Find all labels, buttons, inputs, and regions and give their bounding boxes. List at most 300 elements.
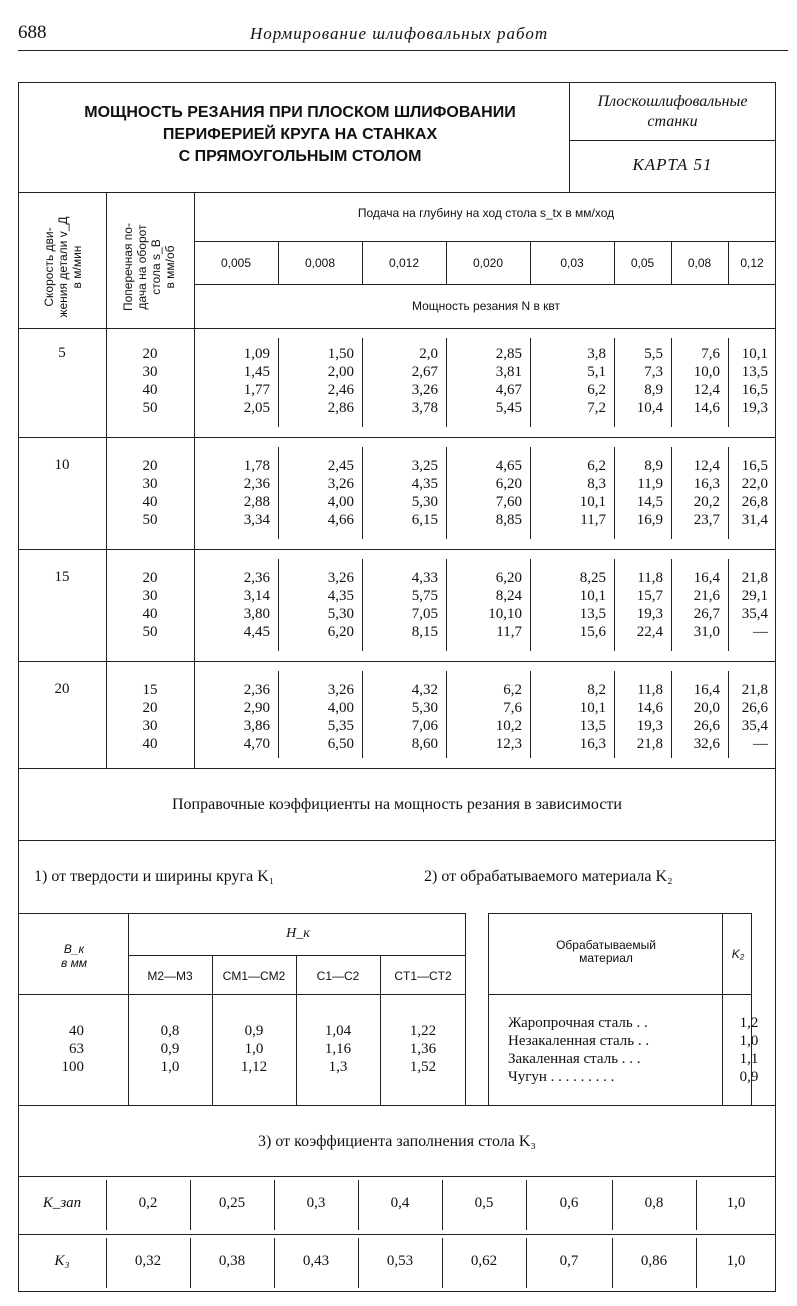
divider (671, 671, 672, 758)
power-value: 16,4 (693, 570, 720, 586)
kzap-value: 0,3 (306, 1195, 326, 1211)
power-column (446, 457, 522, 529)
speed-value: 5 (58, 345, 66, 361)
cross-feed-value: 30 (142, 364, 158, 380)
power-value: 10,0 (693, 364, 720, 380)
machine-line: Плоскошлифовальные (597, 93, 748, 110)
cross-feed-value: 40 (142, 494, 158, 510)
power-column (728, 457, 768, 529)
power-value: 6,2 (587, 382, 606, 398)
speed-header-text: Скорость дви- жения детали v_Д в м/мин (42, 216, 84, 318)
divider (530, 447, 531, 539)
power-value: 6,50 (327, 736, 354, 752)
divider (278, 559, 279, 651)
power-value: 7,06 (411, 718, 438, 734)
power-column (194, 457, 270, 529)
power-value: 20,2 (693, 494, 720, 510)
divider (446, 338, 447, 427)
power-value: 8,9 (644, 458, 663, 474)
divider (278, 671, 279, 758)
power-value: 11,7 (580, 512, 606, 528)
power-value: 3,26 (327, 476, 354, 492)
power-value: 8,3 (587, 476, 606, 492)
divider (728, 338, 729, 427)
cross-feed-column (106, 345, 194, 417)
k3-value: 0,43 (302, 1253, 330, 1269)
power-value: 5,5 (644, 346, 663, 362)
power-value: 2,00 (327, 364, 354, 380)
power-value: 10,2 (495, 718, 522, 734)
kzap-value: 0,2 (138, 1195, 158, 1211)
power-value: 6,2 (587, 458, 606, 474)
divider (128, 913, 129, 1105)
divider (526, 1238, 527, 1288)
power-value: 3,25 (411, 458, 438, 474)
kzap-label: K_зап (42, 1195, 82, 1211)
power-value: 4,45 (243, 624, 270, 640)
power-value: 6,20 (495, 570, 522, 586)
power-value: 26,6 (741, 700, 768, 716)
divider (728, 671, 729, 758)
power-value: 10,4 (636, 400, 663, 416)
divider (614, 447, 615, 539)
hardness-label: M2—M3 (147, 969, 193, 983)
power-column (194, 569, 270, 641)
cross-feed-value: 50 (142, 512, 158, 528)
hardness-label: CT1—CT2 (394, 969, 452, 983)
power-column (530, 457, 606, 529)
power-value: 5,30 (327, 606, 354, 622)
divider (358, 1180, 359, 1230)
depth-feed-header: Подача на глубину на ход стола s_tx в мм/ход (357, 206, 615, 220)
divider (728, 241, 729, 284)
power-value: 3,26 (411, 382, 438, 398)
power-value: 32,6 (693, 736, 720, 752)
k3-value: 0,86 (640, 1253, 668, 1269)
power-value: 3,26 (327, 570, 354, 586)
k1-value: 1,04 (324, 1023, 352, 1039)
power-value: 2,0 (419, 346, 438, 362)
hk-header: H_к (286, 926, 310, 941)
divider (530, 671, 531, 758)
power-value: 4,35 (411, 476, 438, 492)
depth-feed-value: 0,03 (560, 256, 584, 270)
power-column (362, 681, 438, 753)
power-value: 15,7 (636, 588, 663, 604)
power-value: 7,6 (503, 700, 522, 716)
divider (362, 559, 363, 651)
depth-feed-value: 0,012 (388, 256, 420, 270)
power-value: 2,36 (243, 570, 270, 586)
depth-feed-value: 0,12 (740, 256, 764, 270)
title-line: ПЕРИФЕРИЕЙ КРУГА НА СТАНКАХ (162, 126, 438, 143)
power-value: 16,5 (741, 458, 768, 474)
power-column (362, 569, 438, 641)
k2-value: 1,1 (739, 1051, 759, 1067)
divider (274, 1238, 275, 1288)
power-value: 2,36 (243, 476, 270, 492)
power-value: 7,3 (644, 364, 663, 380)
divider (18, 328, 776, 329)
divider (442, 1238, 443, 1288)
divider (696, 1238, 697, 1288)
power-value: 14,6 (636, 700, 663, 716)
cross-feed-header (121, 197, 179, 337)
power-value: 3,80 (243, 606, 270, 622)
power-value: 10,1 (579, 494, 606, 510)
power-value: 19,3 (636, 718, 663, 734)
power-value: 11,7 (496, 624, 522, 640)
power-value: 5,45 (495, 400, 522, 416)
k3-value: 0,62 (470, 1253, 498, 1269)
power-value: 12,4 (693, 458, 720, 474)
divider (190, 1180, 191, 1230)
power-value: 16,3 (693, 476, 720, 492)
page-number: 688 (18, 22, 47, 43)
power-column (278, 345, 354, 417)
divider (612, 1180, 613, 1230)
depth-feed-value: 0,020 (472, 256, 504, 270)
power-value: 10,1 (579, 588, 606, 604)
hardness-label: C1—C2 (316, 969, 360, 983)
k1-value: 1,22 (409, 1023, 437, 1039)
power-value: 5,30 (411, 494, 438, 510)
width-column (18, 1022, 84, 1076)
power-column (671, 681, 720, 753)
k3-value: 0,32 (134, 1253, 162, 1269)
power-value: 16,4 (693, 682, 720, 698)
power-value: 2,86 (327, 400, 354, 416)
power-value: 26,7 (693, 606, 720, 622)
machine-line: станки (647, 113, 698, 130)
cross-feed-value: 40 (142, 382, 158, 398)
divider (446, 447, 447, 539)
cross-feed-value: 40 (142, 606, 158, 622)
k3-value: 0,38 (218, 1253, 246, 1269)
title-line: С ПРЯМОУГОЛЬНЫМ СТОЛОМ (178, 148, 422, 165)
power-value: 8,85 (495, 512, 522, 528)
divider (18, 1176, 776, 1177)
power-value: 1,78 (243, 458, 270, 474)
power-value: 4,00 (327, 494, 354, 510)
power-value: 10,10 (488, 606, 522, 622)
card-title (30, 102, 570, 168)
divider (18, 661, 776, 662)
divider (671, 338, 672, 427)
power-value: 8,24 (495, 588, 522, 604)
divider (106, 1180, 107, 1230)
divider (18, 437, 776, 438)
divider (18, 192, 776, 193)
divider (488, 994, 752, 995)
power-column (614, 457, 663, 529)
power-column (362, 457, 438, 529)
power-value: 12,4 (693, 382, 720, 398)
power-value: 26,6 (693, 718, 720, 734)
power-value: 4,35 (327, 588, 354, 604)
power-value: 3,34 (243, 512, 270, 528)
k1-value: 0,9 (160, 1041, 180, 1057)
power-value: 8,25 (579, 570, 606, 586)
power-value: 11,9 (637, 476, 663, 492)
width-value: 100 (61, 1059, 84, 1075)
power-value: 7,05 (411, 606, 438, 622)
power-value: — (753, 624, 768, 640)
cross-feed-column (106, 569, 194, 641)
cross-feed-column (106, 457, 194, 529)
power-value: 16,5 (741, 382, 768, 398)
power-value: 21,8 (636, 736, 663, 752)
power-value: 21,6 (693, 588, 720, 604)
power-value: 7,2 (587, 400, 606, 416)
power-value: 13,5 (579, 606, 606, 622)
power-value: 4,32 (411, 682, 438, 698)
kzap-value: 0,5 (474, 1195, 494, 1211)
divider (194, 284, 776, 285)
cross-feed-value: 20 (142, 700, 158, 716)
hardness-label: CM1—CM2 (222, 969, 286, 983)
divider (671, 241, 672, 284)
k3-value: 0,7 (559, 1253, 579, 1269)
power-value: 15,6 (579, 624, 606, 640)
cross-feed-value: 20 (142, 346, 158, 362)
power-column (278, 457, 354, 529)
cross-feed-value: 15 (142, 682, 158, 698)
power-value: 2,90 (243, 700, 270, 716)
divider (128, 955, 466, 956)
power-column (530, 569, 606, 641)
power-value: 11,8 (637, 570, 663, 586)
k1-value: 0,9 (244, 1023, 264, 1039)
divider (274, 1180, 275, 1230)
material-name: Жаропрочная сталь . . (508, 1015, 648, 1031)
cross-feed-value: 50 (142, 400, 158, 416)
power-column (614, 569, 663, 641)
depth-feed-value: 0,08 (687, 256, 712, 270)
power-value: — (753, 736, 768, 752)
power-column (446, 569, 522, 641)
divider (614, 241, 615, 284)
power-value: 2,88 (243, 494, 270, 510)
width-value: 63 (69, 1041, 84, 1057)
power-value: 35,4 (741, 718, 768, 734)
power-value: 5,75 (411, 588, 438, 604)
power-value: 3,86 (243, 718, 270, 734)
power-column (728, 569, 768, 641)
power-value: 20,0 (693, 700, 720, 716)
divider (362, 338, 363, 427)
power-value: 4,65 (495, 458, 522, 474)
width-value: 40 (69, 1023, 84, 1039)
divider (530, 338, 531, 427)
power-value: 2,05 (243, 400, 270, 416)
power-value: 10,1 (741, 346, 768, 362)
power-value: 19,3 (741, 400, 768, 416)
power-value: 26,8 (741, 494, 768, 510)
power-value: 22,0 (741, 476, 768, 492)
power-column (671, 457, 720, 529)
divider (671, 559, 672, 651)
power-value: 4,33 (411, 570, 438, 586)
power-value: 6,2 (503, 682, 522, 698)
divider (18, 994, 466, 995)
kzap-value: 0,4 (390, 1195, 410, 1211)
k1-column (212, 1022, 296, 1076)
divider (106, 1238, 107, 1288)
k3-value: 1,0 (726, 1253, 746, 1269)
material-name: Закаленная сталь . . . (508, 1051, 641, 1067)
speed-header (42, 203, 86, 331)
divider (446, 671, 447, 758)
power-header: Мощность резания N в квт (411, 299, 561, 313)
divider (362, 241, 363, 284)
k3-value: 0,53 (386, 1253, 414, 1269)
k1-value: 1,0 (160, 1059, 180, 1075)
divider (614, 559, 615, 651)
cross-feed-value: 30 (142, 718, 158, 734)
divider (526, 1180, 527, 1230)
power-column (530, 681, 606, 753)
bk-header: B_к в мм (60, 942, 88, 970)
power-value: 31,0 (693, 624, 720, 640)
cross-feed-value: 30 (142, 588, 158, 604)
power-value: 8,2 (587, 682, 606, 698)
power-value: 2,67 (411, 364, 438, 380)
divider (278, 241, 279, 284)
divider (614, 671, 615, 758)
power-value: 2,36 (243, 682, 270, 698)
divider (442, 1180, 443, 1230)
power-value: 23,7 (693, 512, 720, 528)
k2-value: 1,2 (739, 1015, 759, 1031)
material-name: Незакаленная сталь . . (508, 1033, 650, 1049)
k1-value: 1,36 (409, 1041, 437, 1057)
power-column (446, 345, 522, 417)
power-value: 14,6 (693, 400, 720, 416)
power-value: 5,35 (327, 718, 354, 734)
divider (530, 559, 531, 651)
cross-feed-value: 20 (142, 458, 158, 474)
k1-column (380, 1022, 466, 1076)
cross-feed-value: 40 (142, 736, 158, 752)
material-name: Чугун . . . . . . . . . (508, 1069, 615, 1085)
power-value: 22,4 (636, 624, 663, 640)
divider (18, 1105, 776, 1106)
power-value: 3,81 (495, 364, 522, 380)
power-value: 31,4 (741, 512, 768, 528)
divider (194, 241, 776, 242)
power-value: 1,50 (327, 346, 354, 362)
machine-type (570, 92, 775, 132)
k1-value: 1,12 (240, 1059, 268, 1075)
k2-column (722, 1014, 776, 1086)
power-column (728, 345, 768, 417)
depth-feed-value: 0,008 (304, 256, 336, 270)
divider (671, 447, 672, 539)
divider (612, 1238, 613, 1288)
power-value: 19,3 (636, 606, 663, 622)
running-title: Нормирование шлифовальных работ (250, 24, 549, 43)
kzap-value: 0,8 (644, 1195, 664, 1211)
power-column (278, 681, 354, 753)
k1-column (296, 1022, 380, 1076)
divider (728, 559, 729, 651)
power-value: 11,8 (637, 682, 663, 698)
power-value: 8,15 (411, 624, 438, 640)
power-value: 16,9 (636, 512, 663, 528)
power-column (362, 345, 438, 417)
divider (18, 840, 776, 841)
k1-column (128, 1022, 212, 1076)
power-column (194, 681, 270, 753)
cross-feed-value: 50 (142, 624, 158, 640)
power-value: 8,60 (411, 736, 438, 752)
k3-heading: 3) от коэффициента заполнения стола K₃ (258, 1133, 536, 1150)
card-label: КАРТА 51 (632, 155, 713, 174)
power-column (671, 345, 720, 417)
k1-value: 1,52 (409, 1059, 437, 1075)
cross-feed-header-text: Поперечная по- дача на оборот стола s_В в мм/об (121, 223, 177, 311)
power-value: 2,85 (495, 346, 522, 362)
depth-feed-value: 0,05 (630, 256, 655, 270)
depth-feed-value: 0,005 (220, 256, 252, 270)
power-value: 3,78 (411, 400, 438, 416)
power-column (278, 569, 354, 641)
kzap-value: 0,6 (559, 1195, 579, 1211)
power-value: 3,26 (327, 682, 354, 698)
cross-feed-column (106, 681, 194, 753)
power-value: 29,1 (741, 588, 768, 604)
speed-value: 10 (54, 457, 70, 473)
power-column (530, 345, 606, 417)
power-column (446, 681, 522, 753)
divider (696, 1180, 697, 1230)
power-value: 1,09 (243, 346, 270, 362)
power-value: 1,45 (243, 364, 270, 380)
power-value: 7,60 (495, 494, 522, 510)
material-header: Обрабатываемый материал (556, 938, 656, 965)
power-value: 13,5 (579, 718, 606, 734)
kzap-value: 0,25 (218, 1195, 246, 1211)
material-column (508, 1014, 716, 1086)
power-column (614, 345, 663, 417)
divider (728, 447, 729, 539)
power-value: 5,1 (587, 364, 606, 380)
k1-value: 1,3 (328, 1059, 348, 1075)
speed-value: 15 (54, 569, 70, 585)
k3-label: K₃ (54, 1253, 70, 1269)
divider (530, 241, 531, 284)
power-value: 4,67 (495, 382, 522, 398)
power-value: 35,4 (741, 606, 768, 622)
divider (446, 241, 447, 284)
k1-value: 1,0 (244, 1041, 264, 1057)
divider (569, 140, 776, 141)
header-rule (18, 50, 788, 51)
power-value: 6,15 (411, 512, 438, 528)
divider (18, 768, 776, 769)
power-value: 6,20 (495, 476, 522, 492)
power-value: 3,8 (587, 346, 606, 362)
power-value: 5,30 (411, 700, 438, 716)
power-value: 4,70 (243, 736, 270, 752)
k1-heading: 1) от твердости и ширины круга K₁ (34, 868, 275, 885)
corrections-heading: Поправочные коэффициенты на мощность резания в зависимости (172, 796, 622, 813)
power-value: 12,3 (495, 736, 522, 752)
k2-heading: 2) от обрабатываемого материала K₂ (424, 868, 673, 885)
power-value: 13,5 (741, 364, 768, 380)
kzap-value: 1,0 (726, 1195, 746, 1211)
